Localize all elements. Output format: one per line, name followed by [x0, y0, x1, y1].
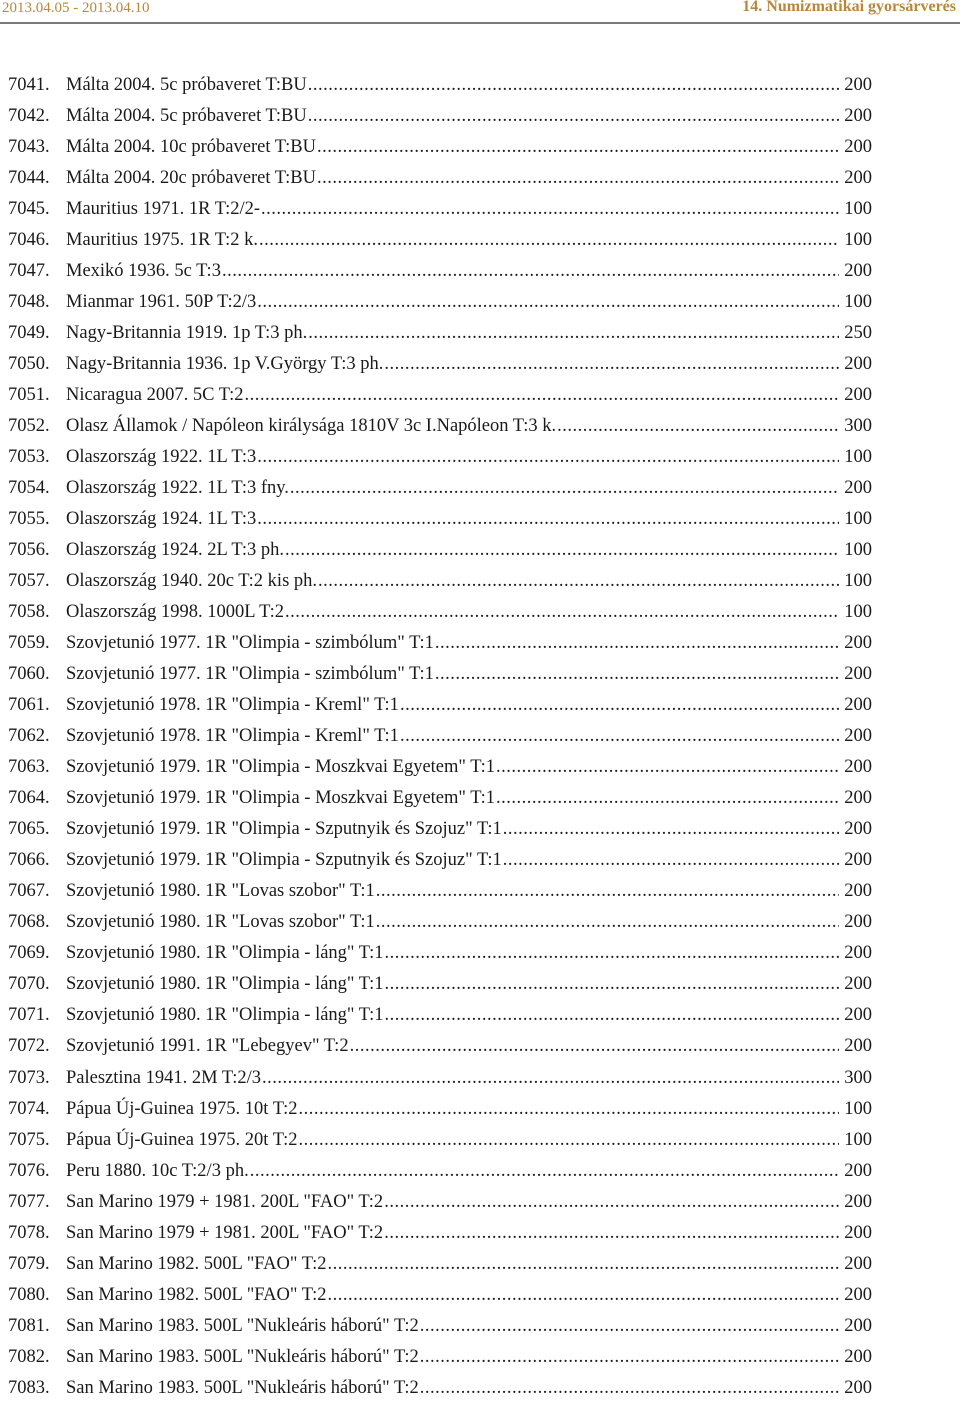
- date-range: 2013.04.05 - 2013.04.10: [2, 0, 150, 16]
- lot-price: 200: [844, 912, 872, 933]
- lot-description: San Marino 1983. 500L "Nukleáris háború" T:2: [66, 1346, 419, 1367]
- lot-description: Szovjetunió 1980. 1R "Olimpia - láng" T:1: [66, 943, 384, 964]
- lot-row: [8, 907, 872, 938]
- lot-number: 7062.: [8, 726, 50, 747]
- lot-description: Palesztina 1941. 2M T:2/3: [66, 1067, 262, 1088]
- lot-price: 200: [844, 1346, 872, 1367]
- lot-number: 7076.: [8, 1160, 50, 1181]
- lot-description: Szovjetunió 1979. 1R "Olimpia - Szputnyik és Szojuz" T:1: [66, 819, 502, 840]
- lot-price: 200: [844, 106, 872, 127]
- lot-description: Málta 2004. 5c próbaveret T:BU: [66, 75, 307, 95]
- lot-row: [8, 1031, 872, 1062]
- lot-row: [8, 566, 872, 597]
- lot-price: 100: [844, 602, 872, 623]
- lot-row: [8, 690, 872, 721]
- lot-description: Szovjetunió 1991. 1R "Lebegyev" T:2: [66, 1036, 349, 1057]
- lot-row: [8, 597, 872, 628]
- lot-row: [8, 101, 872, 132]
- dot-leader: [257, 442, 839, 473]
- lot-row: [8, 411, 872, 442]
- lot-price: 100: [844, 1129, 872, 1150]
- lot-price: 200: [844, 695, 872, 716]
- dot-leader: [400, 721, 839, 752]
- lot-description: Szovjetunió 1979. 1R "Olimpia - Moszkvai Egyetem" T:1: [66, 788, 496, 809]
- dot-leader: [257, 287, 839, 318]
- dot-leader: [420, 1373, 839, 1404]
- lot-price: 200: [844, 974, 872, 995]
- lot-description: Szovjetunió 1980. 1R "Lovas szobor" T:1: [66, 912, 375, 933]
- lot-price: 100: [844, 447, 872, 468]
- dot-leader: [384, 349, 839, 380]
- lot-description: Mexikó 1936. 5c T:3: [66, 261, 221, 282]
- lot-description: Szovjetunió 1979. 1R "Olimpia - Szputnyik és Szojuz" T:1: [66, 850, 502, 871]
- lot-price: 200: [844, 385, 872, 406]
- lot-description: Szovjetunió 1978. 1R "Olimpia - Kreml" T:1: [66, 695, 399, 716]
- lot-row: [8, 349, 872, 380]
- dot-leader: [385, 938, 839, 969]
- lot-price: 200: [844, 757, 872, 778]
- lot-description: Olaszország 1922. 1L T:3 fny.: [66, 478, 289, 499]
- lot-price: 200: [844, 1315, 872, 1336]
- dot-leader: [285, 535, 839, 566]
- lot-description: Nagy-Britannia 1936. 1p V.György T:3 ph.: [66, 354, 384, 375]
- lot-description: Olasz Államok / Napóleon királysága 1810V 3c I.Napóleon T:3 k.: [66, 416, 557, 437]
- lot-number: 7065.: [8, 819, 50, 840]
- lot-row: [8, 1156, 872, 1187]
- dot-leader: [350, 1031, 839, 1062]
- lot-number: 7068.: [8, 912, 50, 933]
- lot-number: 7067.: [8, 881, 50, 902]
- lot-description: Szovjetunió 1980. 1R "Lovas szobor" T:1: [66, 881, 375, 902]
- lot-number: 7074.: [8, 1098, 50, 1119]
- lot-row: [8, 318, 872, 349]
- lot-number: 7053.: [8, 447, 50, 468]
- dot-leader: [261, 194, 839, 225]
- lot-description: San Marino 1983. 500L "Nukleáris háború" T:2: [66, 1377, 419, 1398]
- lot-price: 100: [844, 1098, 872, 1119]
- lot-number: 7043.: [8, 137, 50, 158]
- lot-row: [8, 721, 872, 752]
- lot-price: 200: [844, 1222, 872, 1243]
- dot-leader: [285, 597, 839, 628]
- lot-number: 7045.: [8, 199, 50, 220]
- lot-row: [8, 1063, 872, 1094]
- dot-leader: [308, 318, 839, 349]
- lot-price: 300: [844, 416, 872, 437]
- lot-price: 100: [844, 509, 872, 530]
- lot-number: 7079.: [8, 1253, 50, 1274]
- dot-leader: [245, 380, 839, 411]
- lot-description: San Marino 1982. 500L "FAO" T:2: [66, 1284, 327, 1305]
- dot-leader: [503, 845, 839, 876]
- dot-leader: [420, 1342, 839, 1373]
- lot-row: [8, 969, 872, 1000]
- lot-row: [8, 504, 872, 535]
- lot-number: 7071.: [8, 1005, 50, 1026]
- dot-leader: [435, 659, 839, 690]
- lot-number: 7044.: [8, 168, 50, 189]
- lot-row: [8, 163, 872, 194]
- dot-leader: [222, 256, 839, 287]
- lot-description: Málta 2004. 20c próbaveret T:BU: [66, 168, 316, 189]
- lot-row: [8, 659, 872, 690]
- lot-price: 200: [844, 1191, 872, 1212]
- lot-row: [8, 287, 872, 318]
- lot-description: Olaszország 1998. 1000L T:2: [66, 602, 284, 623]
- lot-description: Szovjetunió 1980. 1R "Olimpia - láng" T:1: [66, 1005, 384, 1026]
- dot-leader: [250, 1156, 839, 1187]
- lot-description: Olaszország 1924. 2L T:3 ph.: [66, 540, 284, 561]
- lot-row: [8, 256, 872, 287]
- lot-price: 200: [844, 819, 872, 840]
- dot-leader: [328, 1280, 840, 1311]
- lot-price: 200: [844, 168, 872, 189]
- dot-leader: [435, 628, 839, 659]
- lot-row: [8, 1000, 872, 1031]
- dot-leader: [384, 1218, 839, 1249]
- lot-number: 7081.: [8, 1315, 50, 1336]
- lot-row: [8, 1187, 872, 1218]
- lot-number: 7058.: [8, 602, 50, 623]
- lot-number: 7051.: [8, 385, 50, 406]
- lot-price: 200: [844, 726, 872, 747]
- lot-number: 7070.: [8, 974, 50, 995]
- lot-number: 7060.: [8, 664, 50, 685]
- lot-list: [8, 70, 872, 1404]
- dot-leader: [496, 752, 839, 783]
- lot-row: [8, 814, 872, 845]
- lot-number: 7083.: [8, 1377, 50, 1398]
- lot-price: 200: [844, 943, 872, 964]
- lot-number: 7042.: [8, 106, 50, 127]
- lot-number: 7061.: [8, 695, 50, 716]
- dot-leader: [257, 504, 839, 535]
- lot-number: 7047.: [8, 261, 50, 282]
- lot-number: 7056.: [8, 540, 50, 561]
- auction-title: 14. Numizmatikai gyorsárverés: [742, 0, 956, 15]
- lot-row: [8, 1342, 872, 1373]
- dot-leader: [308, 101, 839, 132]
- lot-row: [8, 535, 872, 566]
- lot-row: [8, 783, 872, 814]
- lot-description: Mauritius 1975. 1R T:2 k.: [66, 230, 258, 251]
- lot-row: [8, 1373, 872, 1404]
- dot-leader: [503, 814, 839, 845]
- lot-row: [8, 70, 872, 101]
- lot-number: 7066.: [8, 850, 50, 871]
- lot-price: 200: [844, 1377, 872, 1398]
- lot-description: Szovjetunió 1978. 1R "Olimpia - Kreml" T:1: [66, 726, 399, 747]
- lot-description: Olaszország 1924. 1L T:3: [66, 509, 257, 530]
- lot-row: [8, 1280, 872, 1311]
- lot-number: 7041.: [8, 75, 50, 95]
- lot-price: 200: [844, 1036, 872, 1057]
- lot-row: [8, 1094, 872, 1125]
- lot-price: 200: [844, 354, 872, 375]
- lot-number: 7052.: [8, 416, 50, 437]
- lot-row: [8, 380, 872, 411]
- dot-leader: [259, 225, 839, 256]
- header-divider: [0, 22, 960, 24]
- lot-number: 7064.: [8, 788, 50, 809]
- lot-number: 7078.: [8, 1222, 50, 1243]
- lot-number: 7059.: [8, 633, 50, 654]
- lot-number: 7075.: [8, 1129, 50, 1150]
- lot-row: [8, 473, 872, 504]
- lot-row: [8, 1218, 872, 1249]
- dot-leader: [384, 1187, 839, 1218]
- lot-description: Szovjetunió 1977. 1R "Olimpia - szimbólum" T:1: [66, 633, 434, 654]
- lot-description: Málta 2004. 10c próbaveret T:BU: [66, 137, 316, 158]
- lot-description: Nicaragua 2007. 5C T:2: [66, 385, 244, 406]
- lot-description: Pápua Új-Guinea 1975. 20t T:2: [66, 1129, 298, 1150]
- lot-price: 250: [844, 323, 872, 344]
- dot-leader: [299, 1094, 840, 1125]
- lot-description: Nagy-Britannia 1919. 1p T:3 ph.: [66, 323, 308, 344]
- lot-row: [8, 876, 872, 907]
- lot-description: San Marino 1983. 500L "Nukleáris háború" T:2: [66, 1315, 419, 1336]
- page-header: [0, 0, 960, 20]
- lot-row: [8, 845, 872, 876]
- lot-row: [8, 1125, 872, 1156]
- lot-number: 7063.: [8, 757, 50, 778]
- dot-leader: [328, 1249, 840, 1280]
- lot-price: 200: [844, 478, 872, 499]
- lot-price: 200: [844, 1284, 872, 1305]
- dot-leader: [385, 969, 839, 1000]
- lot-row: [8, 938, 872, 969]
- lot-price: 200: [844, 1005, 872, 1026]
- lot-description: Szovjetunió 1979. 1R "Olimpia - Moszkvai Egyetem" T:1: [66, 757, 496, 778]
- lot-row: [8, 1311, 872, 1342]
- lot-price: 300: [844, 1067, 872, 1088]
- lot-number: 7050.: [8, 354, 50, 375]
- lot-number: 7077.: [8, 1191, 50, 1212]
- lot-number: 7046.: [8, 230, 50, 251]
- lot-price: 200: [844, 1253, 872, 1274]
- dot-leader: [290, 473, 839, 504]
- lot-description: Peru 1880. 10c T:2/3 ph.: [66, 1160, 249, 1181]
- dot-leader: [420, 1311, 839, 1342]
- lot-description: Pápua Új-Guinea 1975. 10t T:2: [66, 1098, 298, 1119]
- lot-price: 200: [844, 75, 872, 95]
- lot-description: Mauritius 1971. 1R T:2/2-: [66, 199, 261, 220]
- dot-leader: [496, 783, 839, 814]
- lot-description: Mianmar 1961. 50P T:2/3: [66, 292, 257, 313]
- lot-price: 100: [844, 540, 872, 561]
- lot-row: [8, 194, 872, 225]
- lot-description: San Marino 1979 + 1981. 200L "FAO" T:2: [66, 1222, 384, 1243]
- lot-row: [8, 132, 872, 163]
- lot-price: 200: [844, 261, 872, 282]
- lot-description: Olaszország 1922. 1L T:3: [66, 447, 257, 468]
- lot-description: Szovjetunió 1977. 1R "Olimpia - szimbólum" T:1: [66, 664, 434, 685]
- dot-leader: [317, 132, 839, 163]
- dot-leader: [318, 566, 839, 597]
- lot-number: 7048.: [8, 292, 50, 313]
- lot-row: [8, 225, 872, 256]
- lot-row: [8, 1249, 872, 1280]
- dot-leader: [400, 690, 839, 721]
- lot-price: 200: [844, 664, 872, 685]
- lot-number: 7069.: [8, 943, 50, 964]
- lot-number: 7054.: [8, 478, 50, 499]
- lot-price: 200: [844, 1160, 872, 1181]
- lot-number: 7073.: [8, 1067, 50, 1088]
- lot-row: [8, 628, 872, 659]
- lot-price: 200: [844, 881, 872, 902]
- dot-leader: [299, 1125, 840, 1156]
- lot-price: 100: [844, 571, 872, 592]
- dot-leader: [557, 411, 839, 442]
- lot-description: Olaszország 1940. 20c T:2 kis ph.: [66, 571, 318, 592]
- lot-price: 200: [844, 850, 872, 871]
- dot-leader: [376, 907, 839, 938]
- lot-price: 200: [844, 633, 872, 654]
- lot-number: 7049.: [8, 323, 50, 344]
- dot-leader: [262, 1063, 839, 1094]
- dot-leader: [376, 876, 839, 907]
- lot-number: 7082.: [8, 1346, 50, 1367]
- lot-description: San Marino 1982. 500L "FAO" T:2: [66, 1253, 327, 1274]
- dot-leader: [308, 70, 839, 101]
- lot-number: 7080.: [8, 1284, 50, 1305]
- lot-price: 100: [844, 199, 872, 220]
- lot-price: 100: [844, 230, 872, 251]
- lot-price: 200: [844, 788, 872, 809]
- lot-row: [8, 752, 872, 783]
- lot-price: 200: [844, 137, 872, 158]
- lot-number: 7055.: [8, 509, 50, 530]
- lot-row: [8, 442, 872, 473]
- lot-description: Málta 2004. 5c próbaveret T:BU: [66, 106, 307, 127]
- lot-number: 7072.: [8, 1036, 50, 1057]
- lot-description: Szovjetunió 1980. 1R "Olimpia - láng" T:1: [66, 974, 384, 995]
- lot-number: 7057.: [8, 571, 50, 592]
- dot-leader: [385, 1000, 839, 1031]
- lot-price: 100: [844, 292, 872, 313]
- lot-description: San Marino 1979 + 1981. 200L "FAO" T:2: [66, 1191, 384, 1212]
- dot-leader: [317, 163, 839, 194]
